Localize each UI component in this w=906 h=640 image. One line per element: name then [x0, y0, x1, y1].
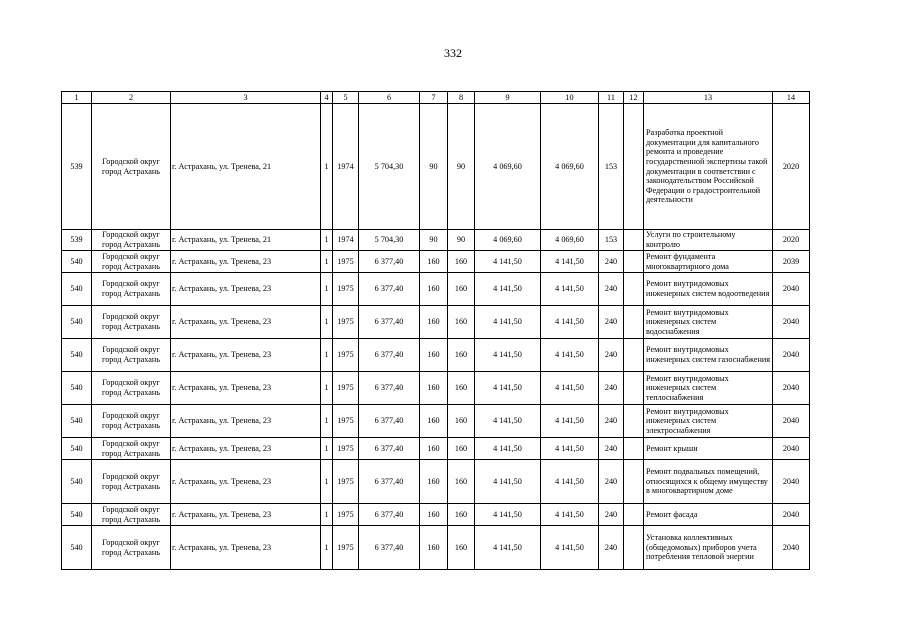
col7-cell: 160: [420, 306, 448, 339]
table-row: [62, 339, 810, 372]
area-cell: 6 377,40: [359, 339, 420, 372]
col4-cell: 1: [321, 339, 333, 372]
address-cell: г. Астрахань, ул. Тренева, 23: [171, 504, 321, 526]
municipality-cell: Городской округ город Астрахань: [92, 251, 171, 273]
col4-cell: 1: [321, 405, 333, 438]
col9-cell: 4 141,50: [475, 460, 541, 504]
address-cell: г. Астрахань, ул. Тренева, 23: [171, 273, 321, 306]
row-number-cell: 540: [62, 251, 92, 273]
col12-cell: [624, 273, 644, 306]
table-row: [62, 438, 810, 460]
col7-cell: 160: [420, 526, 448, 570]
year-cell: 1975: [333, 504, 359, 526]
period-cell: 2040: [773, 438, 810, 460]
col8-cell: 160: [448, 372, 475, 405]
col9-cell: 4 141,50: [475, 372, 541, 405]
period-cell: 2020: [773, 104, 810, 230]
row-number-cell: 540: [62, 526, 92, 570]
col8-cell: 160: [448, 438, 475, 460]
period-cell: 2039: [773, 251, 810, 273]
col11-cell: 240: [599, 504, 624, 526]
row-number-cell: 540: [62, 339, 92, 372]
col7-cell: 160: [420, 460, 448, 504]
col4-cell: 1: [321, 438, 333, 460]
col9-cell: 4 141,50: [475, 438, 541, 460]
col12-cell: [624, 405, 644, 438]
col7-cell: 160: [420, 372, 448, 405]
col8-cell: 90: [448, 230, 475, 251]
work-type-cell: Ремонт внутридомовых инженерных систем газоснабжения: [644, 339, 773, 372]
period-cell: 2040: [773, 526, 810, 570]
address-cell: г. Астрахань, ул. Тренева, 23: [171, 405, 321, 438]
period-cell: 2040: [773, 372, 810, 405]
col9-cell: 4 141,50: [475, 405, 541, 438]
col-7-header: 7: [420, 92, 448, 104]
col12-cell: [624, 251, 644, 273]
work-type-cell: Ремонт внутридомовых инженерных систем водоснабжения: [644, 306, 773, 339]
period-cell: 2020: [773, 230, 810, 251]
area-cell: 6 377,40: [359, 504, 420, 526]
col4-cell: 1: [321, 251, 333, 273]
work-type-cell: Ремонт внутридомовых инженерных систем водоотведения: [644, 273, 773, 306]
row-number-cell: 540: [62, 460, 92, 504]
col8-cell: 160: [448, 273, 475, 306]
col10-cell: 4 069,60: [541, 230, 599, 251]
col10-cell: 4 069,60: [541, 104, 599, 230]
col10-cell: 4 141,50: [541, 306, 599, 339]
year-cell: 1975: [333, 526, 359, 570]
col10-cell: 4 141,50: [541, 273, 599, 306]
address-cell: г. Астрахань, ул. Тренева, 23: [171, 526, 321, 570]
year-cell: 1975: [333, 460, 359, 504]
municipality-cell: Городской округ город Астрахань: [92, 273, 171, 306]
col10-cell: 4 141,50: [541, 438, 599, 460]
col-5-header: 5: [333, 92, 359, 104]
year-cell: 1974: [333, 230, 359, 251]
col-14-header: 14: [773, 92, 810, 104]
area-cell: 6 377,40: [359, 526, 420, 570]
row-number-cell: 539: [62, 104, 92, 230]
year-cell: 1975: [333, 251, 359, 273]
col9-cell: 4 141,50: [475, 251, 541, 273]
col8-cell: 160: [448, 405, 475, 438]
col8-cell: 160: [448, 460, 475, 504]
municipality-cell: Городской округ город Астрахань: [92, 504, 171, 526]
col10-cell: 4 141,50: [541, 372, 599, 405]
col-1-header: 1: [62, 92, 92, 104]
row-number-cell: 540: [62, 504, 92, 526]
area-cell: 6 377,40: [359, 438, 420, 460]
col-2-header: 2: [92, 92, 171, 104]
period-cell: 2040: [773, 405, 810, 438]
col10-cell: 4 141,50: [541, 526, 599, 570]
col11-cell: 240: [599, 306, 624, 339]
year-cell: 1975: [333, 339, 359, 372]
col10-cell: 4 141,50: [541, 504, 599, 526]
address-cell: г. Астрахань, ул. Тренева, 23: [171, 438, 321, 460]
col11-cell: 153: [599, 230, 624, 251]
col10-cell: 4 141,50: [541, 339, 599, 372]
col12-cell: [624, 526, 644, 570]
col12-cell: [624, 372, 644, 405]
area-cell: 5 704,30: [359, 230, 420, 251]
year-cell: 1975: [333, 306, 359, 339]
area-cell: 6 377,40: [359, 372, 420, 405]
table-row: [62, 251, 810, 273]
col12-cell: [624, 438, 644, 460]
col11-cell: 240: [599, 372, 624, 405]
year-cell: 1975: [333, 372, 359, 405]
work-type-cell: Ремонт крыши: [644, 438, 773, 460]
period-cell: 2040: [773, 306, 810, 339]
col7-cell: 90: [420, 104, 448, 230]
col-8-header: 8: [448, 92, 475, 104]
col4-cell: 1: [321, 526, 333, 570]
area-cell: 6 377,40: [359, 273, 420, 306]
col12-cell: [624, 504, 644, 526]
area-cell: 6 377,40: [359, 251, 420, 273]
col-3-header: 3: [171, 92, 321, 104]
address-cell: г. Астрахань, ул. Тренева, 23: [171, 372, 321, 405]
col12-cell: [624, 339, 644, 372]
col12-cell: [624, 230, 644, 251]
period-cell: 2040: [773, 273, 810, 306]
col4-cell: 1: [321, 504, 333, 526]
period-cell: 2040: [773, 339, 810, 372]
table-row: [62, 405, 810, 438]
municipality-cell: Городской округ город Астрахань: [92, 230, 171, 251]
col11-cell: 240: [599, 405, 624, 438]
table-row: [62, 230, 810, 251]
col12-cell: [624, 460, 644, 504]
col7-cell: 160: [420, 438, 448, 460]
col12-cell: [624, 306, 644, 339]
area-cell: 6 377,40: [359, 306, 420, 339]
col8-cell: 160: [448, 526, 475, 570]
work-type-cell: Ремонт фасада: [644, 504, 773, 526]
year-cell: 1975: [333, 273, 359, 306]
col-4-header: 4: [321, 92, 333, 104]
row-number-cell: 539: [62, 230, 92, 251]
address-cell: г. Астрахань, ул. Тренева, 23: [171, 460, 321, 504]
table-row: [62, 104, 810, 230]
col9-cell: 4 069,60: [475, 104, 541, 230]
col8-cell: 160: [448, 306, 475, 339]
col-13-header: 13: [644, 92, 773, 104]
row-number-cell: 540: [62, 273, 92, 306]
row-number-cell: 540: [62, 438, 92, 460]
municipality-cell: Городской округ город Астрахань: [92, 104, 171, 230]
col8-cell: 160: [448, 251, 475, 273]
col9-cell: 4 141,50: [475, 273, 541, 306]
row-number-cell: 540: [62, 372, 92, 405]
col9-cell: 4 141,50: [475, 504, 541, 526]
table-row: [62, 460, 810, 504]
address-cell: г. Астрахань, ул. Тренева, 23: [171, 339, 321, 372]
column-number-row: [62, 92, 810, 104]
col11-cell: 153: [599, 104, 624, 230]
col12-cell: [624, 104, 644, 230]
col-10-header: 10: [541, 92, 599, 104]
table-row: [62, 306, 810, 339]
col9-cell: 4 069,60: [475, 230, 541, 251]
col11-cell: 240: [599, 251, 624, 273]
col8-cell: 160: [448, 504, 475, 526]
address-cell: г. Астрахань, ул. Тренева, 21: [171, 104, 321, 230]
col9-cell: 4 141,50: [475, 339, 541, 372]
work-type-cell: Ремонт подвальных помещений, относящихся к общему имуществу в многоквартирном доме: [644, 460, 773, 504]
col11-cell: 240: [599, 526, 624, 570]
col11-cell: 240: [599, 339, 624, 372]
address-cell: г. Астрахань, ул. Тренева, 23: [171, 306, 321, 339]
table-row: [62, 504, 810, 526]
col7-cell: 160: [420, 339, 448, 372]
table-row: [62, 273, 810, 306]
col4-cell: 1: [321, 230, 333, 251]
municipality-cell: Городской округ город Астрахань: [92, 339, 171, 372]
col-9-header: 9: [475, 92, 541, 104]
work-type-cell: Услуги по строительному контролю: [644, 230, 773, 251]
work-type-cell: Ремонт внутридомовых инженерных систем теплоснабжения: [644, 372, 773, 405]
col8-cell: 160: [448, 339, 475, 372]
year-cell: 1975: [333, 438, 359, 460]
period-cell: 2040: [773, 504, 810, 526]
col7-cell: 160: [420, 504, 448, 526]
area-cell: 6 377,40: [359, 460, 420, 504]
year-cell: 1975: [333, 405, 359, 438]
col4-cell: 1: [321, 372, 333, 405]
col4-cell: 1: [321, 104, 333, 230]
col7-cell: 90: [420, 230, 448, 251]
col-11-header: 11: [599, 92, 624, 104]
col-12-header: 12: [624, 92, 644, 104]
table-row: [62, 372, 810, 405]
col11-cell: 240: [599, 438, 624, 460]
year-cell: 1974: [333, 104, 359, 230]
col10-cell: 4 141,50: [541, 460, 599, 504]
row-number-cell: 540: [62, 306, 92, 339]
col4-cell: 1: [321, 273, 333, 306]
municipality-cell: Городской округ город Астрахань: [92, 460, 171, 504]
col11-cell: 240: [599, 273, 624, 306]
address-cell: г. Астрахань, ул. Тренева, 21: [171, 230, 321, 251]
municipality-cell: Городской округ город Астрахань: [92, 405, 171, 438]
row-number-cell: 540: [62, 405, 92, 438]
col10-cell: 4 141,50: [541, 405, 599, 438]
capital-repair-table: [61, 91, 810, 570]
municipality-cell: Городской округ город Астрахань: [92, 438, 171, 460]
municipality-cell: Городской округ город Астрахань: [92, 526, 171, 570]
col11-cell: 240: [599, 460, 624, 504]
col4-cell: 1: [321, 460, 333, 504]
period-cell: 2040: [773, 460, 810, 504]
col8-cell: 90: [448, 104, 475, 230]
work-type-cell: Ремонт фундамента многоквартирного дома: [644, 251, 773, 273]
table-row: [62, 526, 810, 570]
municipality-cell: Городской округ город Астрахань: [92, 306, 171, 339]
col9-cell: 4 141,50: [475, 526, 541, 570]
col7-cell: 160: [420, 405, 448, 438]
address-cell: г. Астрахань, ул. Тренева, 23: [171, 251, 321, 273]
work-type-cell: Ремонт внутридомовых инженерных систем электроснабжения: [644, 405, 773, 438]
col-6-header: 6: [359, 92, 420, 104]
col4-cell: 1: [321, 306, 333, 339]
page-number: 332: [444, 46, 462, 60]
work-type-cell: Установка коллективных (общедомовых) приборов учета потребления тепловой энергии: [644, 526, 773, 570]
area-cell: 5 704,30: [359, 104, 420, 230]
col7-cell: 160: [420, 273, 448, 306]
work-type-cell: Разработка проектной документации для капитального ремонта и проведение государственной экспертизы такой документации в соответствии с законодательством Российской Федерации о градостроительной деятельности: [644, 104, 773, 230]
col10-cell: 4 141,50: [541, 251, 599, 273]
municipality-cell: Городской округ город Астрахань: [92, 372, 171, 405]
col9-cell: 4 141,50: [475, 306, 541, 339]
area-cell: 6 377,40: [359, 405, 420, 438]
col7-cell: 160: [420, 251, 448, 273]
